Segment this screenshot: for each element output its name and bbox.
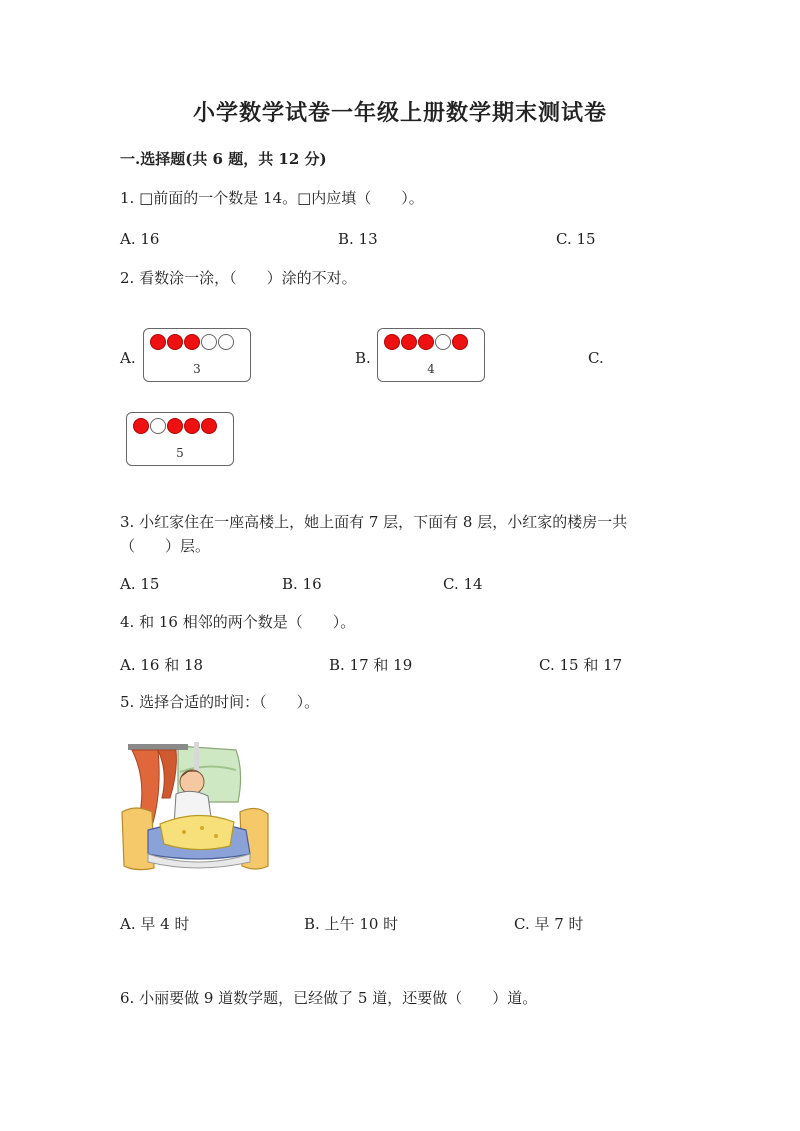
red-dot [167, 418, 183, 434]
red-dot [167, 334, 183, 350]
figure-number: 4 [427, 362, 435, 376]
white-dot [218, 334, 234, 350]
red-dot [201, 418, 217, 434]
page-title: 小学数学试卷一年级上册数学期末测试卷 [192, 100, 607, 126]
red-dot [184, 334, 200, 350]
boy-head [180, 770, 204, 794]
red-dot [418, 334, 434, 350]
q2-option-c[interactable]: C. [588, 349, 604, 367]
curtain-rod [128, 744, 188, 750]
q5-option-c[interactable]: C. 早 7 时 [514, 915, 584, 933]
q5-option-b[interactable]: B. 上午 10 时 [304, 915, 399, 933]
dot-row [150, 334, 234, 350]
question-2: 2. 看数涂一涂，（ ）涂的不对。 [120, 269, 357, 287]
red-dot [133, 418, 149, 434]
q1-option-b[interactable]: B. 13 [338, 230, 378, 248]
question-5: 5. 选择合适的时间：（ ）。 [120, 693, 320, 711]
red-dot [184, 418, 200, 434]
white-dot [201, 334, 217, 350]
question-6: 6. 小丽要做 9 道数学题，已经做了 5 道，还要做（ ）道。 [120, 989, 538, 1007]
q2-option-a[interactable]: A. [120, 349, 136, 367]
dot-row [384, 334, 468, 350]
blanket [160, 815, 234, 849]
q3-option-a[interactable]: A. 15 [120, 575, 160, 593]
q2-option-b[interactable]: B. [355, 349, 371, 367]
q4-option-c[interactable]: C. 15 和 17 [539, 656, 623, 674]
q3-option-c[interactable]: C. 14 [443, 575, 483, 593]
red-dot [452, 334, 468, 350]
q1-option-c[interactable]: C. 15 [556, 230, 596, 248]
red-dot [401, 334, 417, 350]
question-4: 4. 和 16 相邻的两个数是（ ）。 [120, 613, 356, 631]
figure-number: 5 [176, 446, 184, 460]
red-dot [150, 334, 166, 350]
red-dot [384, 334, 400, 350]
question-3-line-1: 3. 小红家住在一座高楼上，她上面有 7 层，下面有 8 层，小红家的楼房一共 [120, 513, 628, 531]
question-1: 1. □前面的一个数是 14。□内应填（ ）。 [120, 189, 424, 207]
question-3-line-2: （ ）层。 [120, 537, 211, 555]
section-heading: 一.选择题(共 6 题，共 12 分) [120, 150, 327, 168]
q4-option-b[interactable]: B. 17 和 19 [329, 656, 413, 674]
q5-option-a[interactable]: A. 早 4 时 [120, 915, 190, 933]
dot-row [133, 418, 217, 434]
figure-number: 3 [193, 362, 201, 376]
dot-figure-a [143, 328, 251, 382]
white-dot [150, 418, 166, 434]
curtain-fold [158, 750, 176, 798]
dot-figure-c [126, 412, 234, 466]
q1-option-a[interactable]: A. 16 [120, 230, 160, 248]
q4-option-a[interactable]: A. 16 和 18 [120, 656, 204, 674]
blanket-dot [182, 830, 186, 834]
dot-figure-b [377, 328, 485, 382]
blanket-dot [214, 834, 218, 838]
blanket-dot [200, 826, 204, 830]
q3-option-b[interactable]: B. 16 [282, 575, 322, 593]
boy-making-bed-illustration [118, 742, 274, 872]
white-dot [435, 334, 451, 350]
